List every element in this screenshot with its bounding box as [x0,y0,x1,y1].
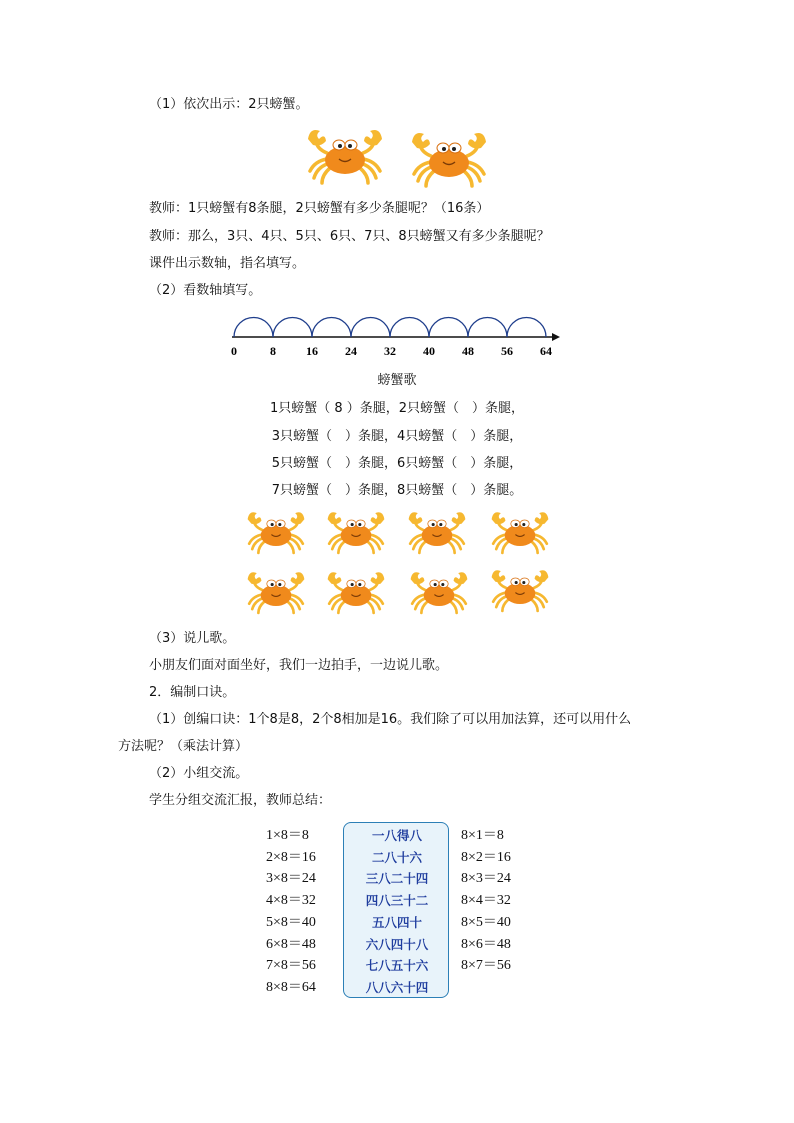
tick-label: 64 [540,344,552,358]
jump-arc [390,318,429,338]
teacher-summary-label: 学生分组交流汇报，教师总结： [149,793,332,808]
tick-label: 32 [384,344,396,358]
mnemonic: 五八四十 [371,914,422,930]
crab-icon [489,568,551,614]
equation: 2×8＝16 [266,849,316,865]
song-row: 5只螃蟹（ ）条腿，6只螃蟹（ ）条腿， [271,456,523,471]
jump-arc [273,318,312,338]
section-2-heading: 2．编制口诀。 [149,685,236,700]
equation: 1×8＝8 [266,828,309,843]
rhyme-instruction: 小朋友们面对面坐好，我们一边拍手，一边说儿歌。 [149,658,449,673]
crab-icon [245,510,307,556]
equation: 8×3＝24 [461,871,511,887]
equation: 8×5＝40 [461,914,511,930]
equation: 6×8＝48 [266,936,316,952]
jump-arc [429,318,468,338]
crab-icon [409,130,489,190]
crab-icon [408,570,470,616]
crab-icon [325,510,387,556]
mnemonic-box [343,822,449,998]
step-3-label: （3）说儿歌。 [149,631,236,646]
create-mnemonic-text: （1）创编口诀：1个8是8，2个8相加是16。我们除了可以用加法算，还可以用什么 [149,712,632,727]
jump-arc [507,318,546,338]
equation: 8×1＝8 [461,828,504,843]
mnemonic: 三八二十四 [365,871,429,887]
mnemonic: 四八三十二 [365,893,429,909]
mnemonic: 七八五十六 [365,958,429,974]
equation: 8×2＝16 [461,849,511,865]
teacher-question-2: 教师：那么，3只、4只、5只、6只、7只、8只螃蟹又有多少条腿呢？ [149,229,550,244]
mnemonic: 一八得八 [371,828,422,843]
song-row: 3只螃蟹（ ）条腿，4只螃蟹（ ）条腿， [271,429,523,444]
step-1-label: （1）依次出示：2只螃蟹。 [149,97,309,112]
tick-label: 8 [270,344,276,358]
tick-label: 56 [501,344,513,358]
crab-icon [406,510,468,556]
equation: 4×8＝32 [266,893,316,909]
crab-icon [305,127,385,187]
equation: 5×8＝40 [266,914,316,930]
equation: 3×8＝24 [266,871,316,887]
equation: 7×8＝56 [266,958,316,974]
create-mnemonic-text-cont: 方法呢？（乘法计算） [118,739,249,754]
jump-arc [468,318,507,338]
number-line-arrow [552,333,560,341]
crab-icon [245,570,307,616]
group-exchange-label: （2）小组交流。 [149,766,249,781]
equation: 8×8＝64 [266,979,316,995]
teacher-question-1: 教师：1只螃蟹有8条腿，2只螃蟹有多少条腿呢？（16条） [149,201,490,216]
tick-label: 48 [462,344,474,358]
jump-arc [234,318,273,338]
song-row: 7只螃蟹（ ）条腿，8只螃蟹（ ）条腿。 [271,483,523,498]
tick-label: 0 [231,344,237,358]
tick-label: 40 [423,344,435,358]
number-line [222,305,562,360]
song-title: 螃蟹歌 [377,373,417,388]
equation: 8×4＝32 [461,893,511,909]
crab-icon [489,510,551,556]
jump-arc [312,318,351,338]
tick-label: 24 [345,344,357,358]
equation: 8×7＝56 [461,958,511,974]
mnemonic: 六八四十八 [365,936,429,952]
jump-arc [351,318,390,338]
step-2-label: （2）看数轴填写。 [149,283,262,298]
crab-icon [325,570,387,616]
courseware-instruction: 课件出示数轴，指名填写。 [149,256,306,271]
mnemonic: 二八十六 [371,849,422,865]
equation: 8×6＝48 [461,936,511,952]
tick-label: 16 [306,344,318,358]
song-row: 1只螃蟹（ 8 ）条腿，2只螃蟹（ ）条腿， [269,401,525,416]
mnemonic: 八八六十四 [365,979,429,995]
